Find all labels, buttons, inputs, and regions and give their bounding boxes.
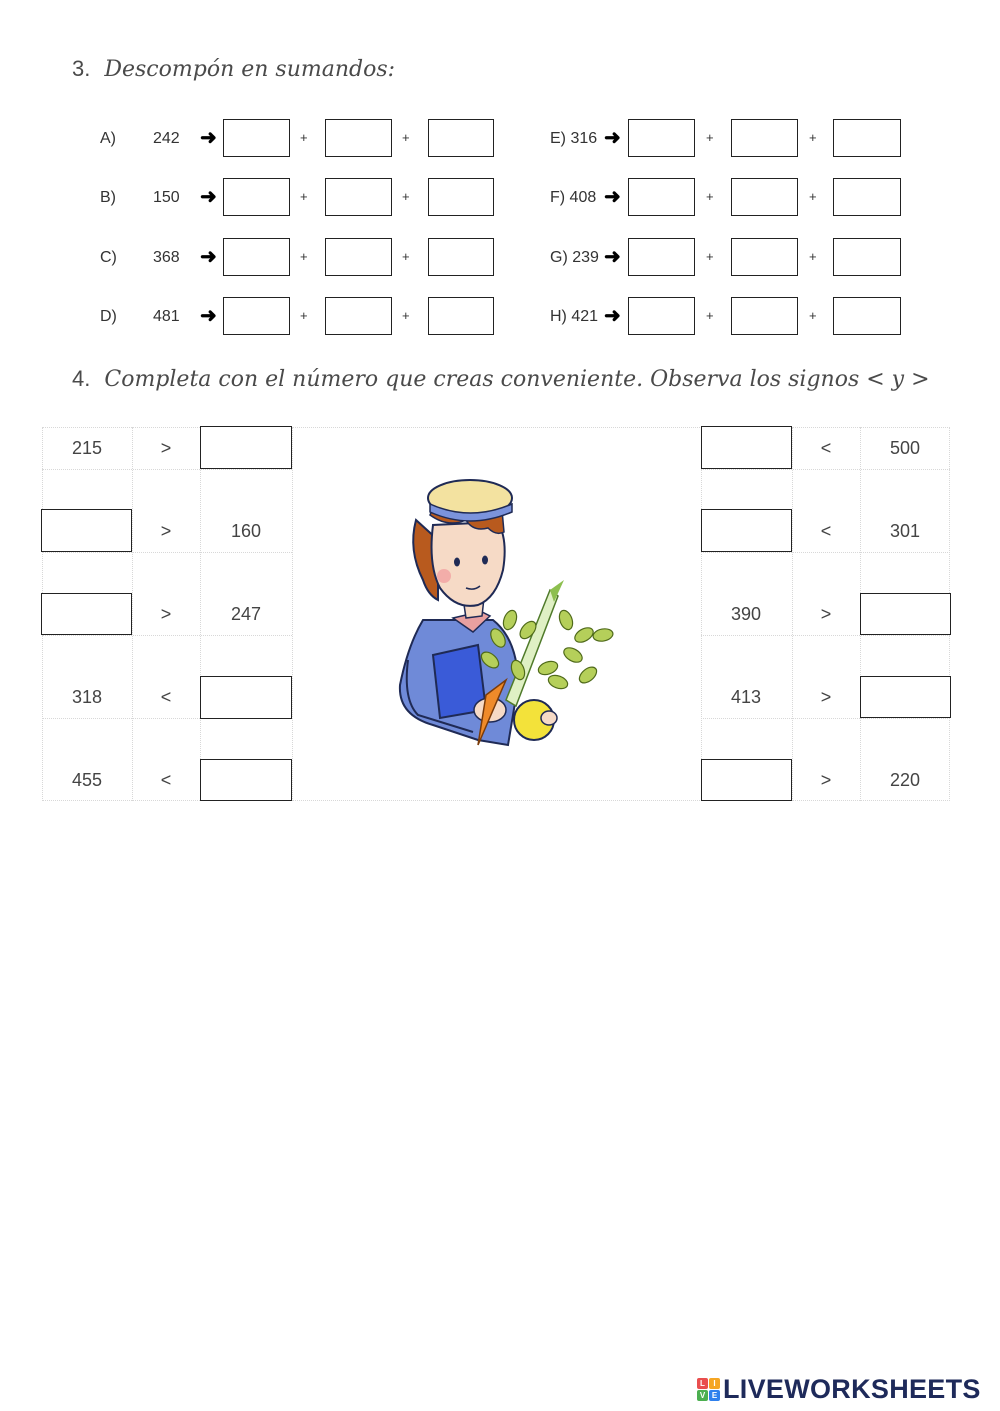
plus-sign: +: [402, 249, 410, 264]
addend-input-1[interactable]: [628, 119, 695, 157]
row-label: E) 316: [550, 130, 598, 147]
addend-input-1[interactable]: [628, 297, 695, 335]
row-label: F) 408: [550, 189, 597, 206]
addend-input-3[interactable]: [428, 119, 494, 157]
exercise-3-number: 3.: [72, 56, 91, 81]
answer-input[interactable]: [701, 426, 792, 469]
plus-sign: +: [402, 189, 410, 204]
number-cell: 500: [889, 438, 921, 458]
answer-input[interactable]: [860, 593, 951, 635]
addend-input-3[interactable]: [833, 297, 901, 335]
grid-line: [42, 635, 292, 636]
logo-text: LIVEWORKSHEETS: [723, 1374, 981, 1404]
addend-input-3[interactable]: [428, 178, 494, 216]
addend-input-2[interactable]: [325, 297, 392, 335]
grid-line: [42, 552, 292, 553]
plus-sign: +: [300, 130, 308, 145]
number-cell: 455: [71, 770, 103, 790]
arrow-icon: ➜: [604, 246, 621, 268]
number-cell: 301: [889, 521, 921, 541]
addend-input-1[interactable]: [223, 119, 290, 157]
number-cell: 220: [889, 770, 921, 790]
addend-input-2[interactable]: [731, 297, 798, 335]
addend-input-2[interactable]: [731, 178, 798, 216]
grid-line: [42, 469, 292, 470]
addend-input-2[interactable]: [731, 119, 798, 157]
row-letter: D): [100, 308, 117, 325]
logo-mark-letter: V: [697, 1390, 708, 1401]
comparison-sign: <: [160, 770, 172, 790]
addend-input-3[interactable]: [833, 178, 901, 216]
comparison-sign: >: [160, 604, 172, 624]
plus-sign: +: [809, 130, 817, 145]
grid-line: [292, 427, 293, 801]
arrow-icon: ➜: [604, 305, 621, 327]
plus-sign: +: [300, 189, 308, 204]
comparison-sign: <: [160, 687, 172, 707]
answer-input[interactable]: [41, 509, 132, 552]
exercise-4-title: Completa con el número que creas conveniente. Observa los signos < y >: [104, 367, 930, 392]
arrow-icon: ➜: [200, 246, 217, 268]
plus-sign: +: [300, 308, 308, 323]
row-number: 481: [153, 308, 180, 325]
comparison-sign: >: [820, 604, 832, 624]
answer-input[interactable]: [200, 759, 292, 801]
logo-mark-letter: E: [709, 1390, 720, 1401]
addend-input-1[interactable]: [223, 297, 290, 335]
arrow-icon: ➜: [604, 127, 621, 149]
answer-input[interactable]: [41, 593, 132, 635]
arrow-icon: ➜: [200, 305, 217, 327]
addend-input-3[interactable]: [833, 119, 901, 157]
plus-sign: +: [706, 308, 714, 323]
addend-input-2[interactable]: [731, 238, 798, 276]
addend-input-1[interactable]: [628, 178, 695, 216]
row-letter: A): [100, 130, 116, 147]
plus-sign: +: [809, 249, 817, 264]
comparison-sign: <: [820, 438, 832, 458]
row-letter: B): [100, 189, 116, 206]
addend-input-3[interactable]: [428, 297, 494, 335]
addend-input-3[interactable]: [833, 238, 901, 276]
answer-input[interactable]: [200, 426, 292, 469]
grid-line: [701, 552, 950, 553]
addend-input-3[interactable]: [428, 238, 494, 276]
comparison-sign: >: [820, 687, 832, 707]
grid-line: [701, 718, 950, 719]
addend-input-1[interactable]: [223, 238, 290, 276]
arrow-icon: ➜: [200, 186, 217, 208]
row-label: G) 239: [550, 249, 599, 266]
logo-mark-letter: L: [697, 1378, 708, 1389]
grid-line: [701, 469, 950, 470]
arrow-icon: ➜: [200, 127, 217, 149]
number-cell: 318: [71, 687, 103, 707]
number-cell: 160: [230, 521, 262, 541]
comparison-sign: >: [160, 521, 172, 541]
row-label: H) 421: [550, 308, 599, 325]
row-number: 150: [153, 189, 180, 206]
plus-sign: +: [706, 249, 714, 264]
boy-with-vegetables-illustration: [378, 470, 618, 755]
number-cell: 413: [730, 687, 762, 707]
exercise-3-heading: [72, 56, 395, 82]
number-cell: 247: [230, 604, 262, 624]
number-cell: 390: [730, 604, 762, 624]
exercise-4-number: 4.: [72, 366, 91, 391]
logo-mark-icon: [697, 1378, 720, 1401]
exercise-4-heading: [72, 366, 930, 392]
plus-sign: +: [706, 130, 714, 145]
addend-input-1[interactable]: [223, 178, 290, 216]
comparison-sign: <: [820, 521, 832, 541]
row-number: 368: [153, 249, 180, 266]
plus-sign: +: [402, 308, 410, 323]
answer-input[interactable]: [701, 759, 792, 801]
plus-sign: +: [402, 130, 410, 145]
plus-sign: +: [300, 249, 308, 264]
row-number: 242: [153, 130, 180, 147]
plus-sign: +: [706, 189, 714, 204]
comparison-sign: >: [820, 770, 832, 790]
liveworksheets-logo: [697, 1374, 981, 1405]
plus-sign: +: [809, 308, 817, 323]
addend-input-1[interactable]: [628, 238, 695, 276]
addend-input-2[interactable]: [325, 119, 392, 157]
number-cell: 215: [71, 438, 103, 458]
addend-input-2[interactable]: [325, 178, 392, 216]
comparison-sign: >: [160, 438, 172, 458]
answer-input[interactable]: [701, 509, 792, 552]
answer-input[interactable]: [200, 676, 292, 719]
answer-input[interactable]: [860, 676, 951, 718]
arrow-icon: ➜: [604, 186, 621, 208]
addend-input-2[interactable]: [325, 238, 392, 276]
logo-mark-letter: I: [709, 1378, 720, 1389]
grid-line: [701, 635, 950, 636]
exercise-3-title: Descompón en sumandos:: [104, 57, 396, 82]
row-letter: C): [100, 249, 117, 266]
plus-sign: +: [809, 189, 817, 204]
